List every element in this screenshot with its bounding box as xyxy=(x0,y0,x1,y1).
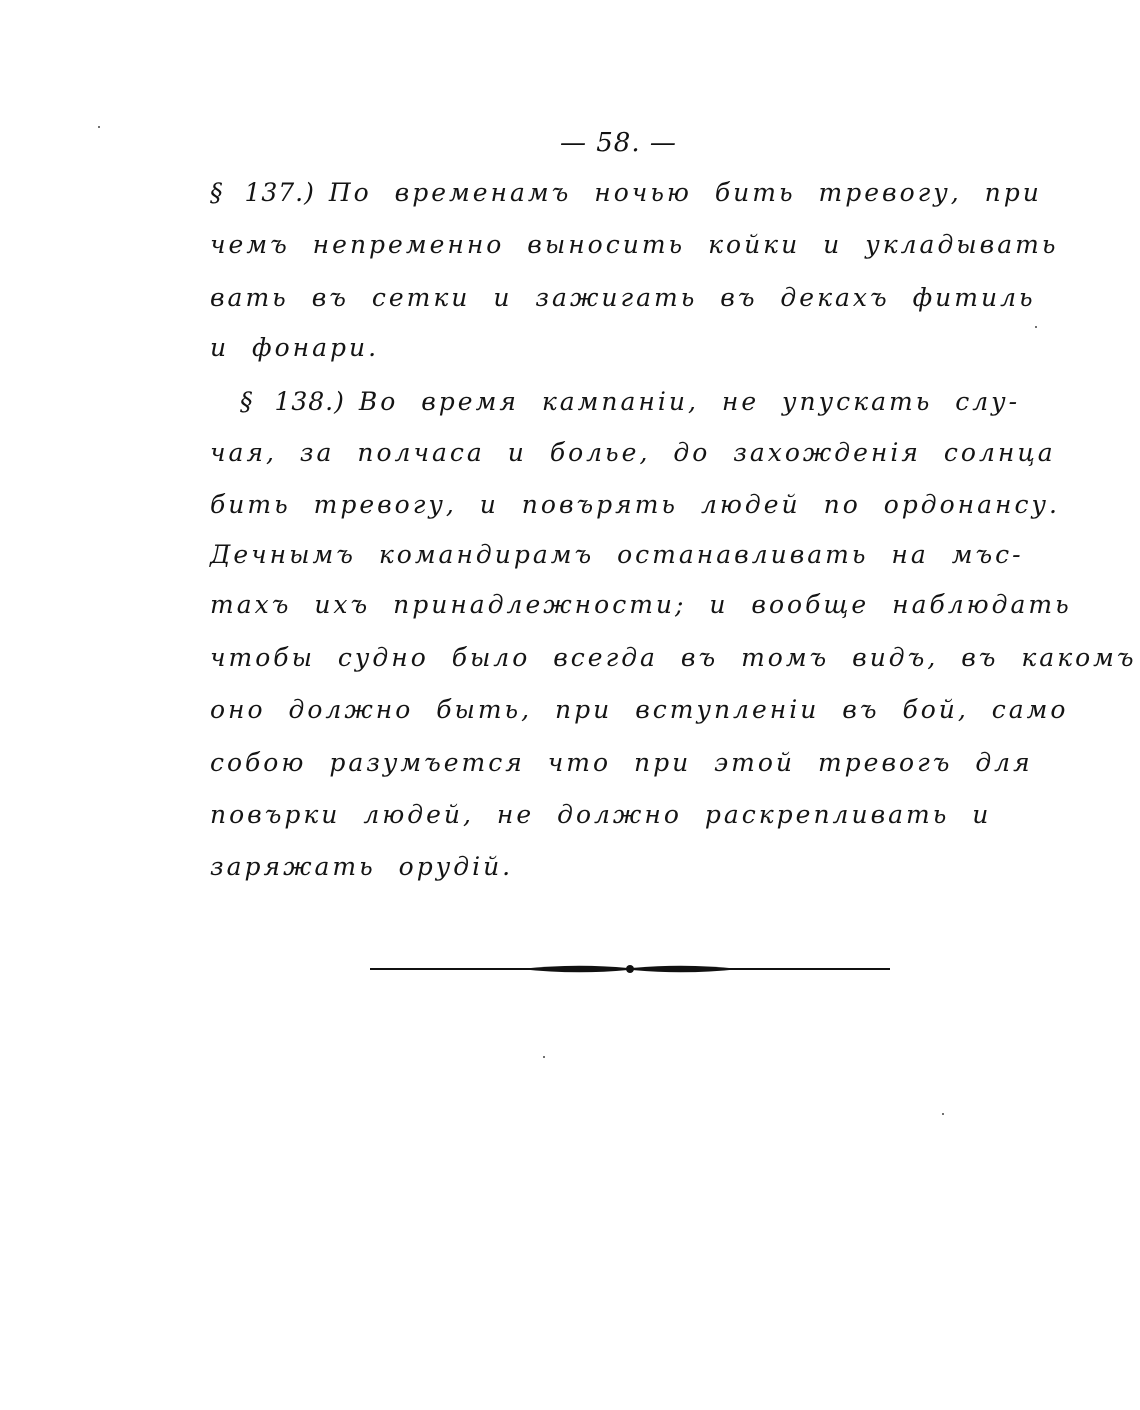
section-137-line-1 xyxy=(210,178,1050,207)
section-137-line-3: вать въ сетки и зажигать въ декахъ фитиль xyxy=(210,283,1036,312)
section-138-line-8: собою разумъется что при этой тревогъ для xyxy=(210,748,1033,777)
scan-speck xyxy=(942,1113,944,1115)
section-138-text-1: Во время кампаніи, не упускать слу- xyxy=(358,387,1021,416)
section-137-line-4: и фонари. xyxy=(210,333,380,362)
section-138-line-7: оно должно быть, при вступленіи въ бой, само xyxy=(210,695,1069,724)
section-137-mark: § 137.) xyxy=(210,178,315,207)
scan-speck xyxy=(1035,326,1037,328)
section-138-line-2: чая, за полчаса и болье, до захожденія солнца xyxy=(210,438,1056,467)
section-138-mark: § 138.) xyxy=(240,387,345,416)
scan-speck xyxy=(98,126,100,128)
page-number: — 58. — xyxy=(560,128,677,158)
section-137-text-1: По временамъ ночью бить тревогу, при xyxy=(328,178,1042,207)
section-138-line-1 xyxy=(240,387,1040,416)
section-138-line-9: повърки людей, не должно раскрепливать и xyxy=(210,800,992,829)
section-137-line-2: чемъ непременно выносить койки и укладывать xyxy=(210,230,1059,259)
section-138-line-3: бить тревогу, и повърять людей по ордонансу. xyxy=(210,490,1060,519)
section-138-line-10: заряжать орудій. xyxy=(210,852,514,881)
section-138-line-6: чтобы судно было всегда въ томъ видъ, въ какомъ xyxy=(210,643,1137,672)
ornamental-divider xyxy=(370,955,890,983)
section-138-line-4: Дечнымъ командирамъ останавливать на мъс- xyxy=(210,540,1024,569)
section-138-line-5: тахъ ихъ принадлежности; и вообще наблюдать xyxy=(210,590,1072,619)
scan-speck xyxy=(543,1056,545,1058)
